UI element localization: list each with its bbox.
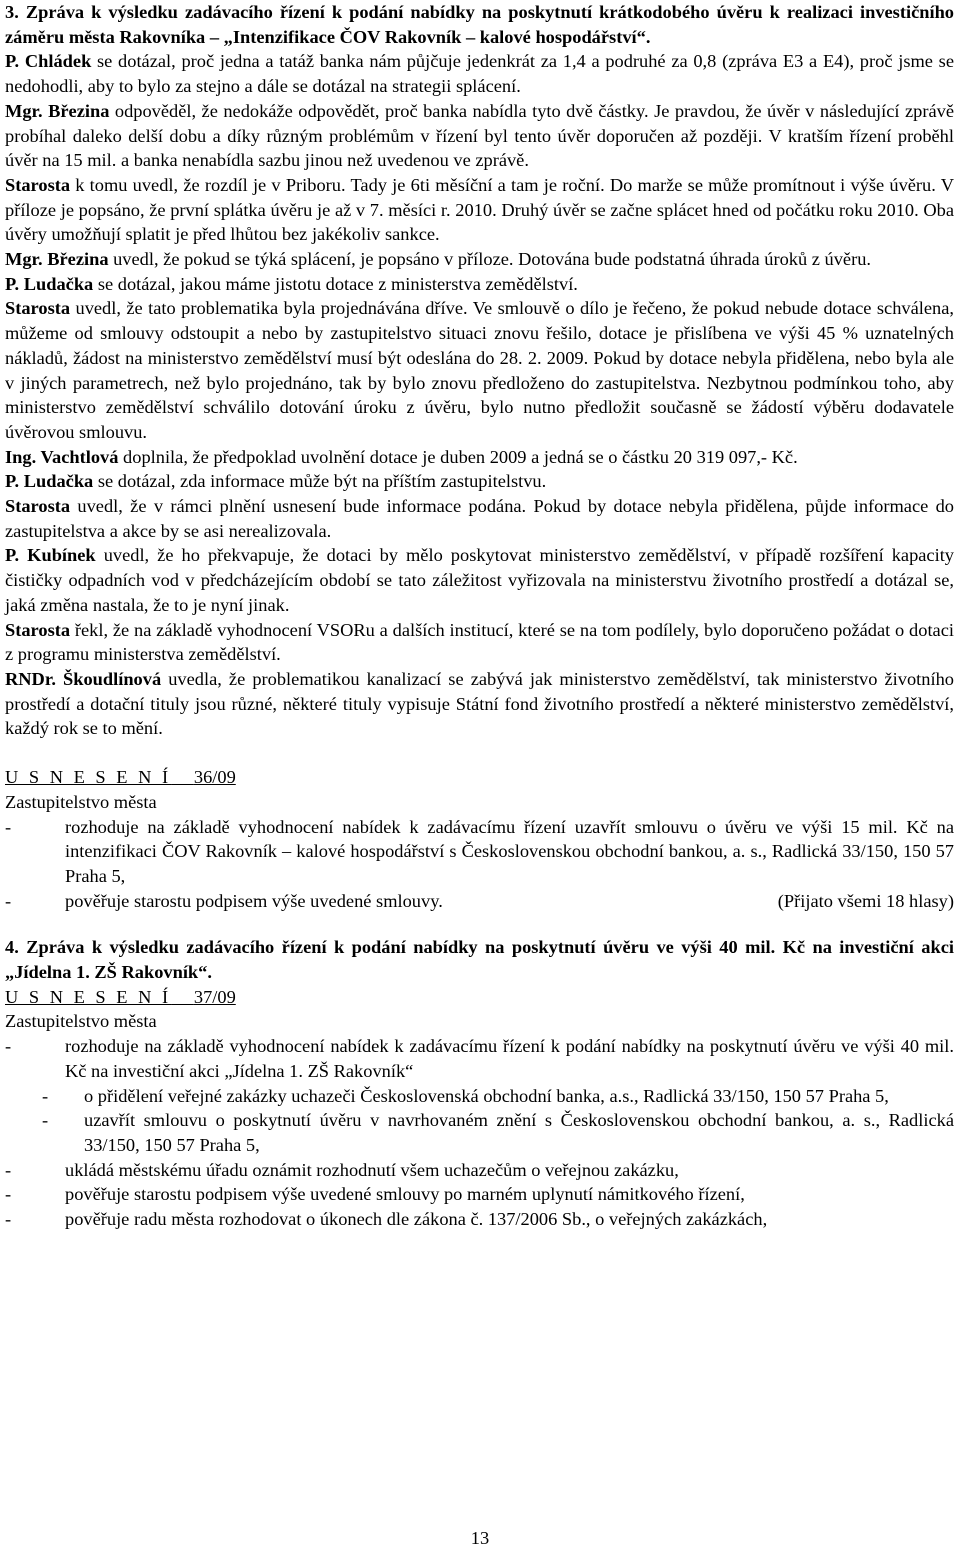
resolution-body-label: Zastupitelstvo města bbox=[5, 791, 157, 812]
resolution-number: 37/09 bbox=[193, 986, 236, 1007]
item-dash: - bbox=[5, 1209, 12, 1230]
paragraph bbox=[5, 49, 954, 98]
speaker-name: Mgr. Březina bbox=[5, 249, 109, 270]
paragraph-text: se dotázal, zda informace může být na příštím zastupitelstvu. bbox=[93, 471, 547, 492]
speaker-name: Starosta bbox=[5, 174, 71, 195]
item-text: pověřuje starostu podpisem výše uvedené smlouvy po marném uplynutí námitkového řízení, bbox=[65, 1184, 745, 1205]
vote-result: (Přijato všemi 18 hlasy) bbox=[777, 890, 954, 911]
item-dash: - bbox=[42, 1110, 49, 1131]
resolution-item bbox=[5, 1207, 954, 1232]
resolution-subitem bbox=[5, 1108, 954, 1157]
discussion bbox=[5, 49, 954, 741]
speaker-name: P. Ludačka bbox=[5, 471, 94, 492]
speaker-name: RNDr. Škoudlínová bbox=[5, 668, 162, 689]
paragraph bbox=[5, 99, 954, 173]
resolution-item bbox=[5, 1182, 954, 1207]
resolution-body-label: Zastupitelstvo města bbox=[5, 1011, 157, 1032]
item-dash: - bbox=[5, 816, 12, 837]
resolution-title bbox=[5, 985, 954, 1010]
resolution-item bbox=[5, 889, 954, 914]
speaker-name: P. Kubínek bbox=[5, 545, 96, 566]
paragraph-text: uvedl, že tato problematika byla projednávána dříve. Ve smlouvě o dílo je řečeno, že pokud nebude dotace schválena, můžeme od smlouvy odstoupit a nebo by zastupitelstvo situaci znovu řešilo, dotace je přislíbena ve výši 45 % uznatelných nákladů, žádost na ministerstvo zemědělství musí být odeslána do 28. 2. 2009. Pokud by dotace nebyla přidělena, nebo byla ale v jiných parametrech, než bylo projednáno, tak by bylo znovu předloženo do zastupitelstva. Nezbytnou podmínkou toho, aby ministerstvo zemědělství schválilo dotování úroku z úvěru, bylo nutno předložit současně se žádostí výběru dodavatele úvěrovou smlouvu. bbox=[5, 298, 954, 442]
paragraph bbox=[5, 469, 954, 494]
item-dash: - bbox=[5, 890, 12, 911]
paragraph-text: uvedl, že v rámci plnění usnesení bude informace podána. Pokud by dotace nebyla přidělena, půjde informace do zastupitelstva a akce by se asi nerealizovala. bbox=[5, 496, 954, 541]
item-dash: - bbox=[42, 1085, 49, 1106]
item-text: o přidělení veřejné zakázky uchazeči Československá obchodní banka, a.s., Radlická 33/150, 150 57 Praha 5, bbox=[84, 1085, 889, 1106]
resolution-37 bbox=[5, 985, 954, 1232]
resolution-title-prefix: U S N E S E N Í bbox=[5, 986, 172, 1007]
section-3-heading: 3. Zpráva k výsledku zadávacího řízení k podání nabídky na poskytnutí krátkodobého úvěru k realizaci investičního záměru města Rakovníka – „Intenzifikace ČOV Rakovník – kalové hospodářství“. bbox=[5, 2, 954, 47]
paragraph-text: k tomu uvedl, že rozdíl je v Priboru. Tady je 6ti měsíční a tam je roční. Do marže se může promítnout i výše úvěru. V příloze je popsáno, že první splátka úvěru je až v 7. měsíci r. 2010. Druhý úvěr se začne splácet hned od počátku roku 2010. Oba úvěry umožňují splatit je před lhůtou bez jakékoliv sankce. bbox=[5, 174, 954, 245]
paragraph-text: se dotázal, jakou máme jistotu dotace z ministerstva zemědělství. bbox=[93, 273, 578, 294]
item-text: rozhoduje na základě vyhodnocení nabídek k zadávacímu řízení uzavřít smlouvu o úvěru ve výši 15 mil. Kč na intenzifikaci ČOV Rakovník – kalové hospodářství s Československou obchodní bankou, a. s., Radlická 33/150, 150 57 Praha 5, bbox=[65, 816, 954, 886]
resolution-title-prefix: U S N E S E N Í bbox=[5, 767, 172, 788]
item-dash: - bbox=[5, 1159, 12, 1180]
paragraph bbox=[5, 247, 954, 272]
speaker-name: P. Chládek bbox=[5, 51, 92, 72]
item-text: pověřuje starostu podpisem výše uvedené smlouvy. bbox=[65, 890, 443, 911]
page-number: 13 bbox=[470, 1528, 490, 1548]
resolution-36 bbox=[5, 765, 954, 913]
paragraph bbox=[5, 296, 954, 444]
item-text: ukládá městskému úřadu oznámit rozhodnutí všem uchazečům o veřejnou zakázku, bbox=[65, 1159, 679, 1180]
resolution-item bbox=[5, 1158, 954, 1183]
resolution-number: 36/09 bbox=[193, 767, 236, 788]
item-text: pověřuje radu města rozhodovat o úkonech dle zákona č. 137/2006 Sb., o veřejných zakázkách, bbox=[65, 1209, 768, 1230]
paragraph bbox=[5, 272, 954, 297]
speaker-name: Starosta bbox=[5, 496, 71, 517]
paragraph bbox=[5, 543, 954, 617]
resolution-item bbox=[5, 1034, 954, 1083]
paragraph-text: uvedl, že ho překvapuje, že dotaci by mělo poskytovat ministerstvo zemědělství, v případě rozšíření kapacity čističky odpadních vod v předcházejícím období se tato záležitost vyřizovala na ministerstvu životního prostředí a dotázal se, jaká změna nastala, že to je nyní jinak. bbox=[5, 545, 955, 615]
paragraph-text: řekl, že na základě vyhodnocení VSORu a dalších institucí, které se na tom podílely, bylo doporučeno požádat o dotaci z programu ministerstva zemědělství. bbox=[5, 619, 954, 665]
speaker-name: P. Ludačka bbox=[5, 273, 94, 294]
document-page bbox=[5, 0, 954, 1232]
paragraph bbox=[5, 445, 954, 470]
speaker-name: Starosta bbox=[5, 298, 71, 319]
paragraph-text: uvedla, že problematikou kanalizací se zabývá jak ministerstvo zemědělství, tak ministerstvo životního prostředí a dotační tituly jsou různé, některé tituly vypisuje Státní fond životního prostředí a některé ministerstvo zemědělství, každý rok se to mění. bbox=[5, 668, 954, 739]
speaker-name: Ing. Vachtlová bbox=[5, 446, 119, 467]
item-dash: - bbox=[5, 1036, 12, 1057]
paragraph bbox=[5, 173, 954, 247]
item-text: uzavřít smlouvu o poskytnutí úvěru v navrhovaném znění s Československou obchodní bankou, a. s., Radlická 33/150, 150 57 Praha 5, bbox=[84, 1110, 954, 1155]
item-dash: - bbox=[5, 1184, 12, 1205]
paragraph bbox=[5, 667, 954, 741]
speaker-name: Mgr. Březina bbox=[5, 100, 110, 121]
paragraph-text: uvedl, že pokud se týká splácení, je popsáno v příloze. Dotována bude podstatná úhrada úroků z úvěru. bbox=[108, 249, 871, 270]
resolution-item bbox=[5, 815, 954, 889]
paragraph bbox=[5, 618, 954, 667]
section-4-heading: 4. Zpráva k výsledku zadávacího řízení k podání nabídky na poskytnutí úvěru ve výši 40 mil. Kč na investiční akci „Jídelna 1. ZŠ Rakovník“. bbox=[5, 937, 954, 983]
paragraph-text: doplnila, že předpoklad uvolnění dotace je duben 2009 a jedná se o částku 20 319 097,- Kč. bbox=[118, 446, 798, 467]
paragraph bbox=[5, 494, 954, 543]
paragraph-text: odpověděl, že nedokáže odpovědět, proč banka nabídla tyto dvě částky. Je pravdou, že úvěr v následující zprávě probíhal daleko delší dobu a díky různým problémům v řízení byl tento úvěr doporučen až později. V kratším řízení proběhl úvěr na 15 mil. a banka nenabídla sazbu jinou než uvedenou ve zprávě. bbox=[5, 100, 954, 171]
resolution-subitem bbox=[5, 1084, 954, 1109]
resolution-title bbox=[5, 765, 954, 790]
speaker-name: Starosta bbox=[5, 619, 71, 640]
paragraph-text: se dotázal, proč jedna a tatáž banka nám půjčuje jedenkrát za 1,4 a podruhé za 0,8 (zpráva E3 a E4), proč jsme se nedohodli, aby to bylo za stejno a dále se dotázal na strategii splácení. bbox=[5, 51, 954, 97]
item-text: rozhoduje na základě vyhodnocení nabídek k zadávacímu řízení k podání nabídky na poskytnutí úvěru ve výši 40 mil. Kč na investiční akci „Jídelna 1. ZŠ Rakovník“ bbox=[65, 1036, 954, 1081]
